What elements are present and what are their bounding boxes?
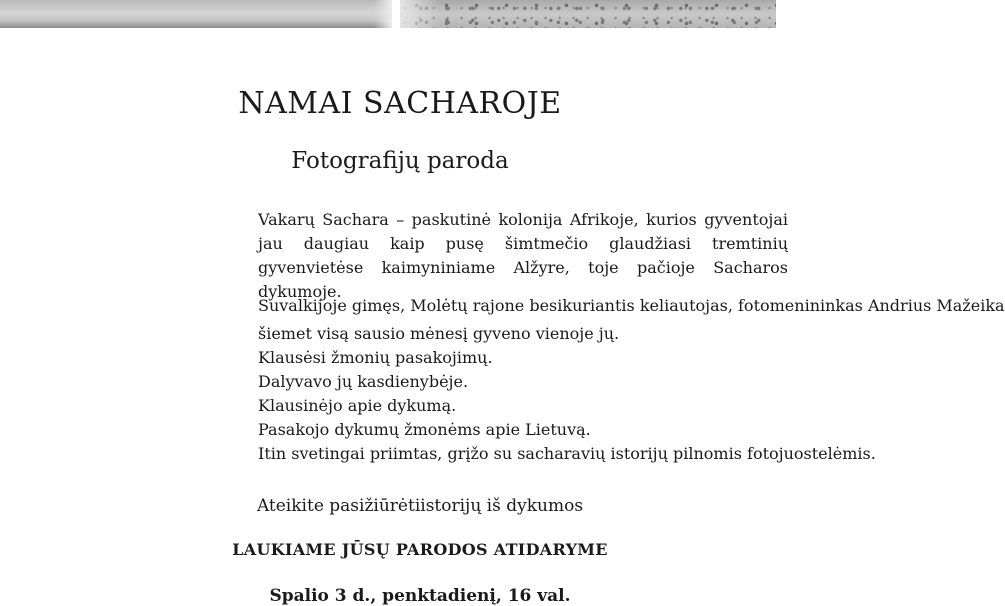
page-title: NAMAI SACHAROJE [238, 86, 562, 121]
page-subtitle: Fotografijų paroda [291, 148, 509, 174]
story-lines [258, 294, 1005, 466]
intro-paragraph: Vakarų Sachara – paskutinė kolonija Afrikoje, kurios gyventojai jau daugiau kaip pusę šimtmečio glaudžiasi tremtinių gyvenvietėse kaimyniniame Alžyre, toje pačioje Sacharos dykumoje. [258, 210, 788, 301]
desert-photo-right [400, 0, 776, 28]
story-line: Itin svetingai priimtas, grįžo su sacharavių istorijų pilnomis fotojuostelėmis. [258, 444, 876, 463]
story-line: Pasakojo dykumų žmonėms apie Lietuvą. [258, 420, 591, 439]
story-line: Klausinėjo apie dykumą. [258, 396, 457, 415]
story-line: šiemet visą sausio mėnesį gyveno vienoje jų. [258, 324, 620, 343]
event-date: Spalio 3 d., penktadienį, 16 val. [269, 586, 571, 606]
opening-announcement: LAUKIAME JŪSŲ PARODOS ATIDARYME [232, 540, 608, 559]
story-line: Klausėsi žmonių pasakojimų. [258, 348, 493, 367]
story-line: Dalyvavo jų kasdienybėje. [258, 372, 469, 391]
desert-photo-left [0, 0, 392, 28]
story-line: Suvalkijoje gimęs, Molėtų rajone besikuriantis keliautojas, fotomenininkas Andrius Mažeika [258, 296, 1005, 315]
invitation-text: Ateikite pasižiūrėtiistorijų iš dykumos [256, 496, 584, 516]
